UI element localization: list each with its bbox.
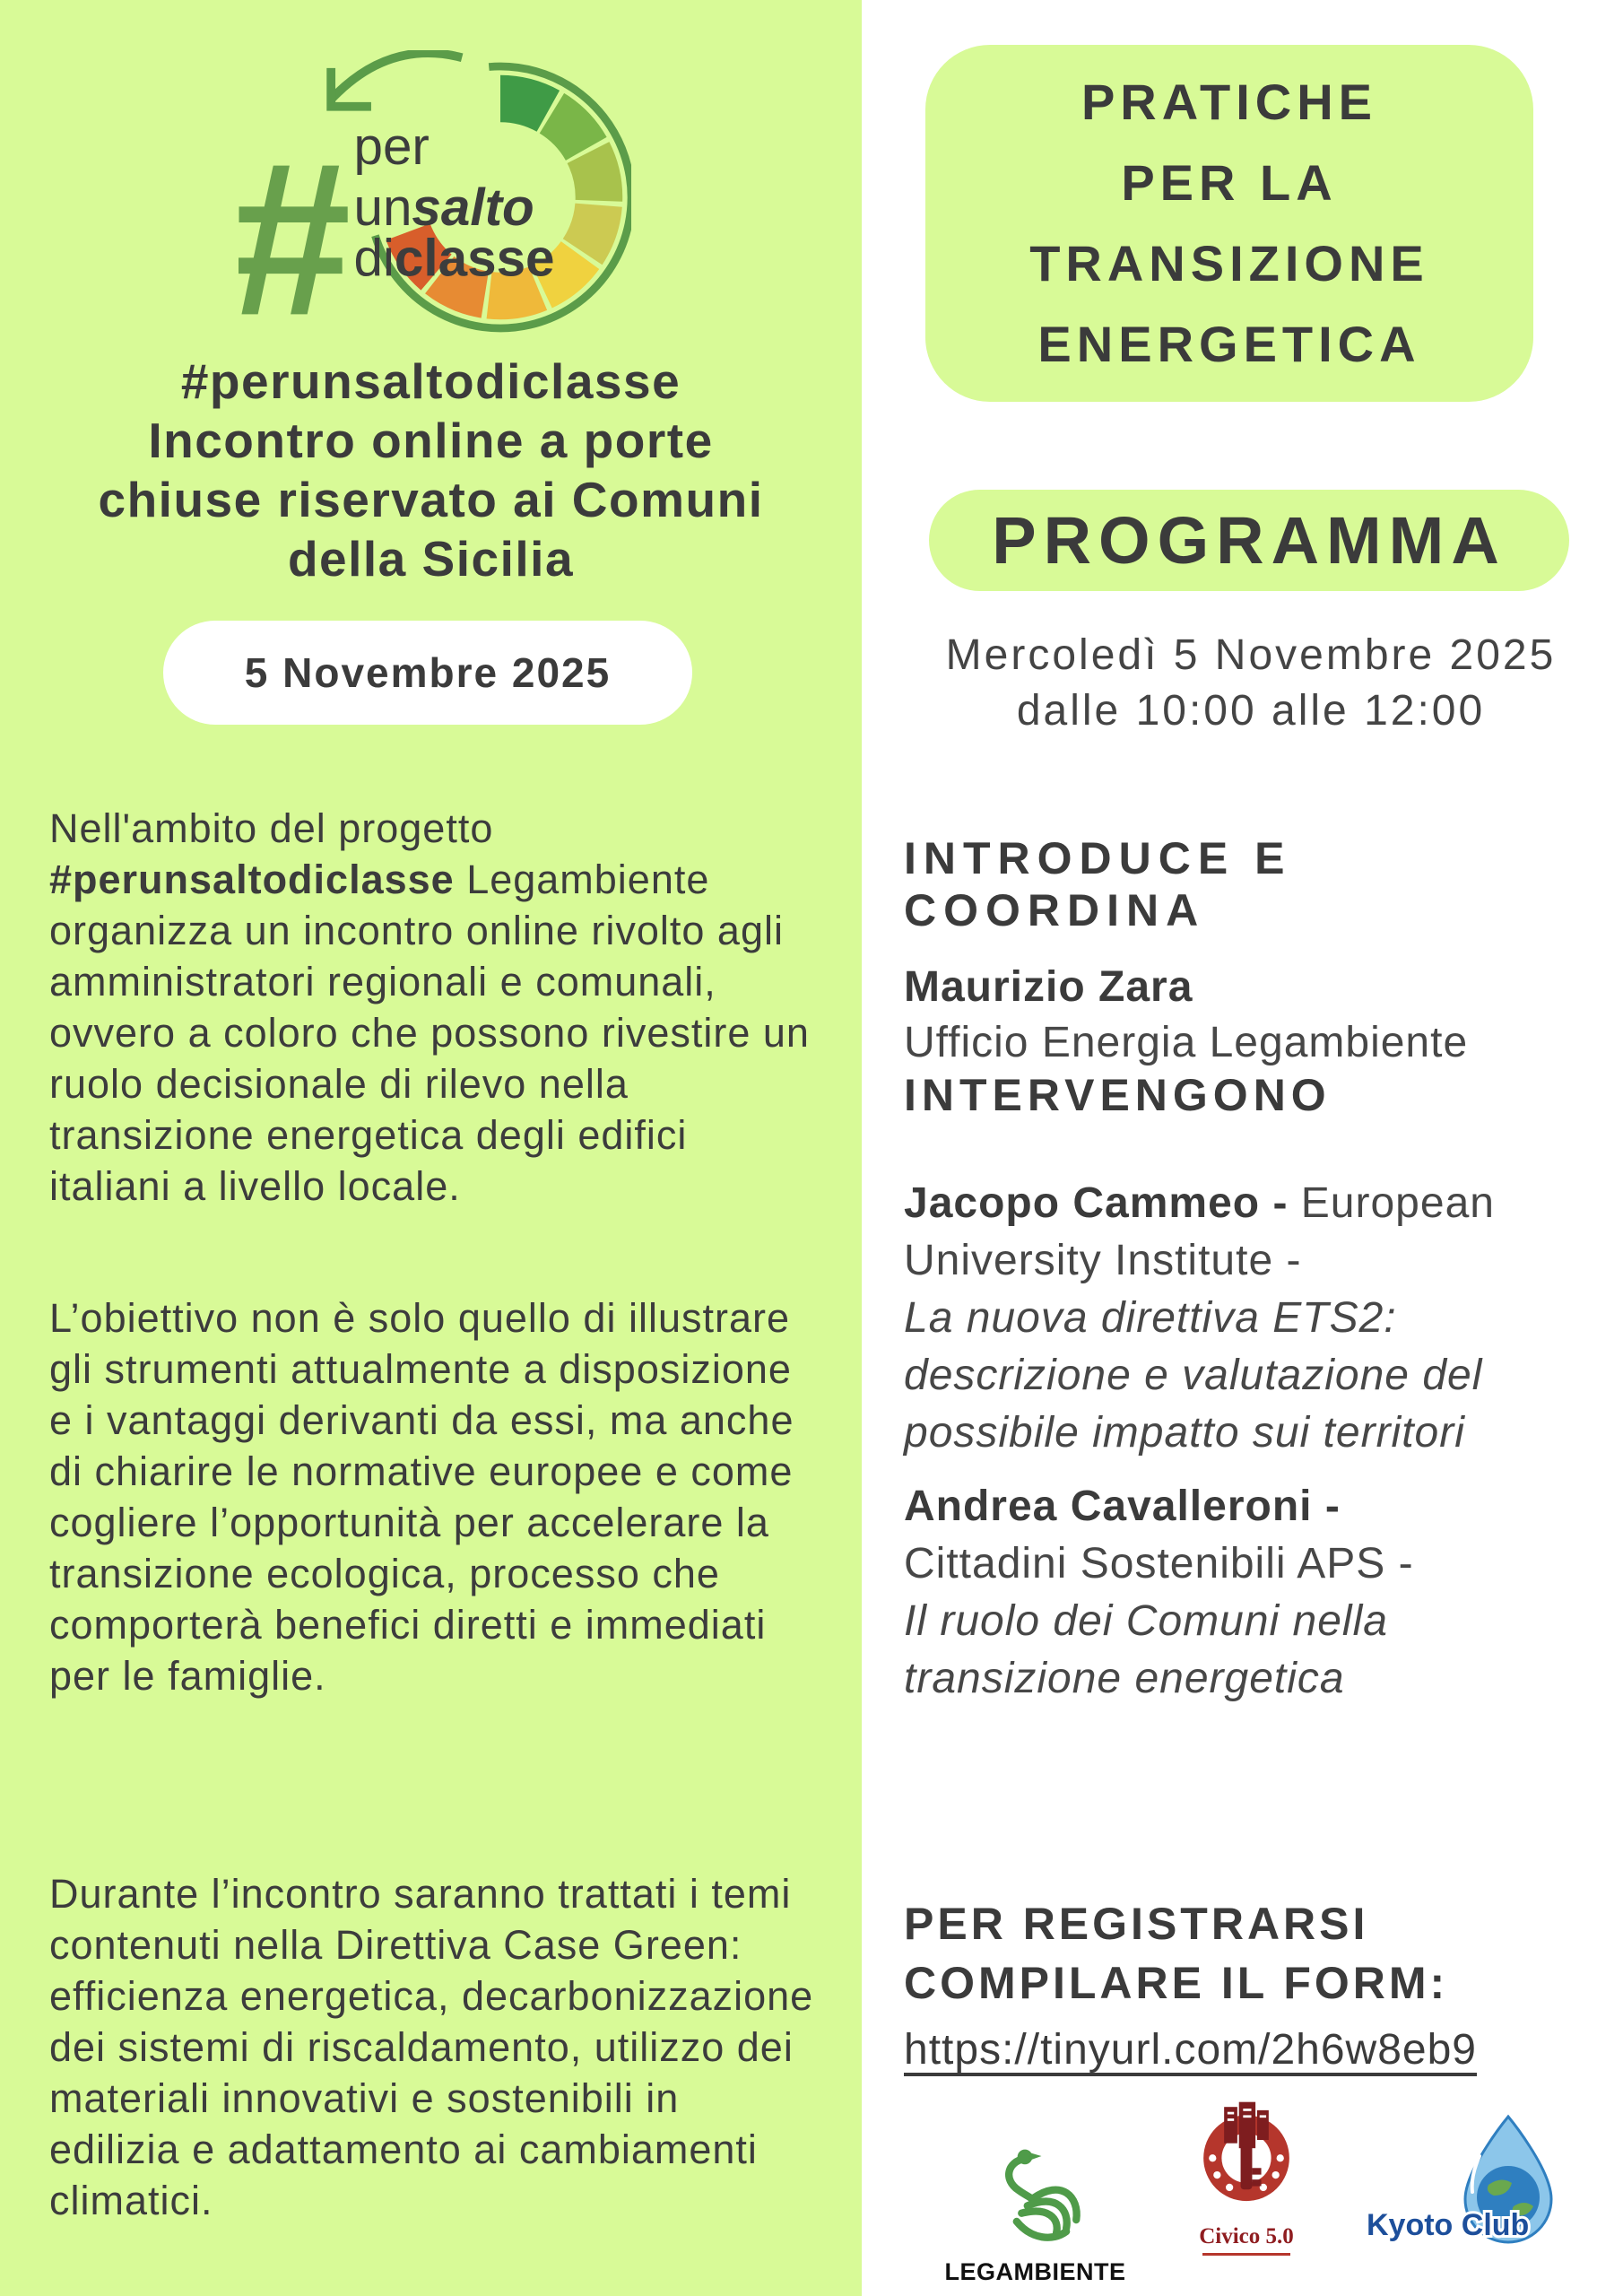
perunsaltodiclasse-logo xyxy=(239,50,631,344)
civico-label: Civico 5.0 xyxy=(1199,2224,1294,2248)
kyoto-drop-icon xyxy=(1365,2109,1584,2248)
registration-link[interactable]: https://tinyurl.com/2h6w8eb9 xyxy=(904,2026,1477,2074)
date-badge-label: 5 Novembre 2025 xyxy=(244,649,612,696)
kyoto-label: Kyoto Club xyxy=(1367,2208,1530,2242)
pratiche-banner xyxy=(925,45,1533,402)
registration-section xyxy=(904,1894,1605,2074)
event-datetime-date: Mercoledì 5 Novembre 2025 xyxy=(945,631,1557,679)
civico-tagline-rule xyxy=(1202,2253,1290,2256)
programma-header xyxy=(929,490,1569,591)
speaker1-entry xyxy=(904,1175,1603,1462)
intro-paragraph-rest: Legambiente organizza un incontro online rivolto agli amministratori regionali e comunali, ovvero a coloro che possono rivestire un ruolo decisionale di rilevo nella transizione energetica degli edifici italiani a livello locale. xyxy=(49,857,810,1209)
pratiche-banner-line: TRANSIZIONE xyxy=(1029,235,1429,291)
event-title-line: #perunsaltodiclasse xyxy=(180,353,681,409)
speaker1-talk-title: La nuova direttiva ETS2: descrizione e valutazione del possibile impatto sui territori xyxy=(904,1294,1483,1457)
registration-heading-line: PER REGISTRARSI xyxy=(904,1899,1369,1949)
event-datetime-time: dalle 10:00 alle 12:00 xyxy=(1016,687,1486,735)
speaker2-talk-title: Il ruolo dei Comuni nella transizione energetica xyxy=(904,1597,1388,1702)
speaker2-name: Andrea Cavalleroni - xyxy=(904,1483,1341,1530)
hash-symbol: # xyxy=(239,117,352,344)
intro-paragraph xyxy=(49,803,819,1212)
event-title-line: della Sicilia xyxy=(287,531,575,587)
date-badge xyxy=(163,621,692,725)
event-title xyxy=(0,352,862,588)
programma-header-label: PROGRAMMA xyxy=(992,503,1506,578)
moderator-role: Ufficio Energia Legambiente xyxy=(904,1019,1469,1066)
speaker1-affiliation: European University Institute - xyxy=(904,1179,1495,1284)
intro-paragraph-hashtag: #perunsaltodiclasse xyxy=(49,857,455,902)
speaker2-affiliation: Cittadini Sostenibili APS - xyxy=(904,1540,1414,1587)
legambiente-logo xyxy=(944,2145,1126,2286)
kyoto-club-logo xyxy=(1365,2109,1584,2248)
objective-paragraph: L’obiettivo non è solo quello di illustrare gli strumenti attualmente a disposizione e i vantaggi derivanti da essi, ma anche di chiarire le normative europee e come cogliere l’opportunità per accelerare la transizione ecologica, processo che comporterà benefici diretti e immediati per le famiglie. xyxy=(49,1295,794,1699)
event-title-line: chiuse riservato ai Comuni xyxy=(98,472,764,527)
speaker1-name: Jacopo Cammeo - xyxy=(904,1179,1289,1227)
intro-paragraph-prefix: Nell'ambito del progetto xyxy=(49,805,494,851)
event-datetime xyxy=(897,628,1605,739)
pratiche-banner-line: PRATICHE xyxy=(1081,74,1378,130)
logo-word-per: per xyxy=(353,117,430,176)
moderator-name: Maurizio Zara xyxy=(904,963,1193,1011)
event-title-line: Incontro online a porte xyxy=(148,413,714,468)
pratiche-banner-line: PER LA xyxy=(1121,154,1338,211)
topics-paragraph: Durante l’incontro saranno trattati i temi contenuti nella Direttiva Case Green: efficienza energetica, decarbonizzazione dei sistemi di riscaldamento, utilizzo dei materiali innovativi e sostenibili in edilizia e adattamento ai cambiamenti climatici. xyxy=(49,1871,814,2223)
registration-heading-line: COMPILARE IL FORM: xyxy=(904,1958,1449,2008)
civico-logo xyxy=(1184,2099,1309,2256)
speaker2-entry xyxy=(904,1478,1603,1708)
legambiente-label: LEGAMBIENTE xyxy=(944,2258,1126,2285)
intervengono-heading: INTERVENGONO xyxy=(904,1070,1332,1120)
introduce-section xyxy=(904,832,1605,1071)
logo-word-diclasse: diclasse xyxy=(353,229,555,288)
logo-word-unsalto: unsalto xyxy=(353,178,534,238)
introduce-heading: INTRODUCE E COORDINA xyxy=(904,833,1292,935)
energy-class-ring-icon xyxy=(239,50,631,344)
civico-key-icon xyxy=(1193,2099,1300,2222)
legambiente-swan-icon xyxy=(982,2145,1089,2253)
pratiche-banner-line: ENERGETICA xyxy=(1037,316,1421,372)
curved-arrow-icon xyxy=(331,53,462,107)
